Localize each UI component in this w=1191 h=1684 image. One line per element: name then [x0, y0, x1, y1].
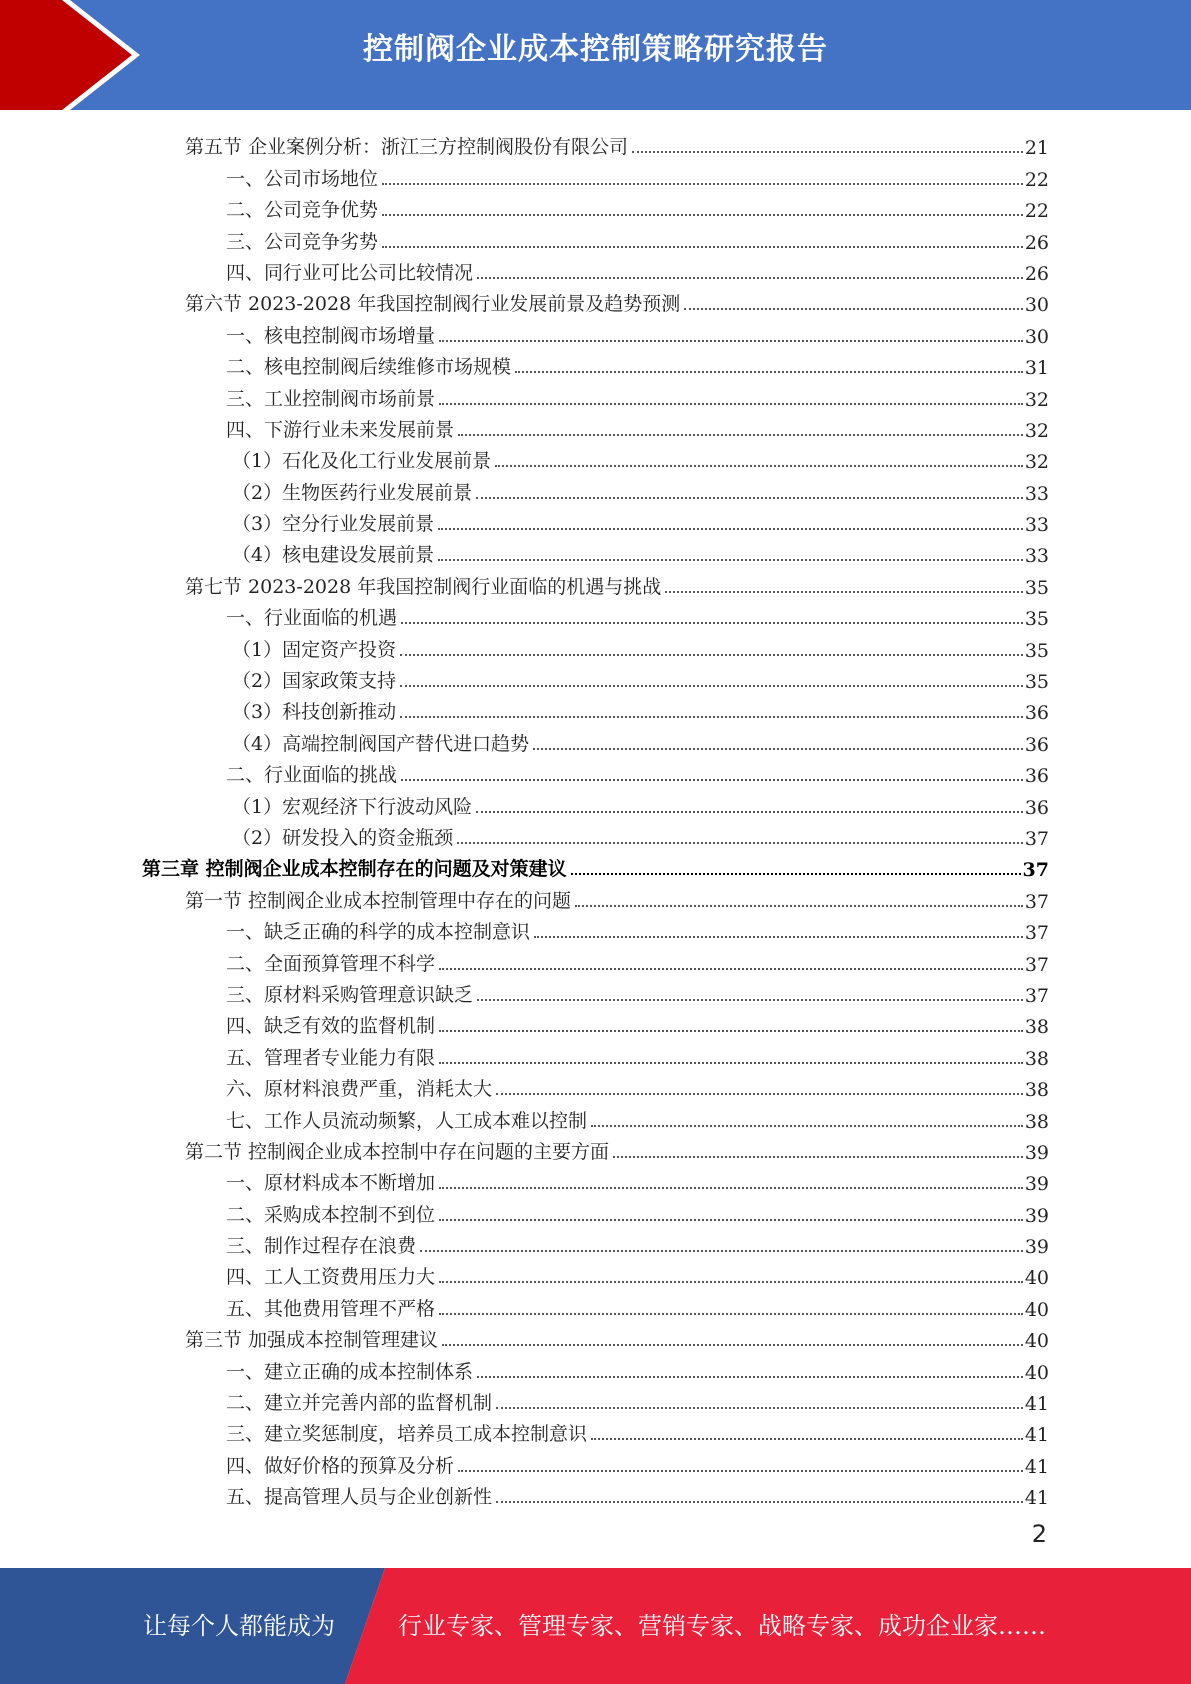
toc-entry-title: 三、公司竞争劣势: [226, 230, 379, 253]
toc-entry[interactable]: [142, 505, 1049, 536]
toc-entry-page: 39: [1024, 1236, 1049, 1259]
toc-dot-leader: [515, 371, 1023, 373]
toc-entry-page: 33: [1024, 545, 1049, 568]
toc-entry-title: 第七节 2023-2028 年我国控制阀行业面临的机遇与挑战: [185, 575, 662, 598]
toc-dot-leader: [571, 873, 1021, 875]
toc-entry-title: 四、同行业可比公司比较情况: [226, 261, 474, 284]
footer-slogan-right: 行业专家、管理专家、营销专家、战略专家、成功企业家……: [398, 1612, 1046, 1640]
toc-dot-leader: [442, 1344, 1023, 1346]
toc-entry[interactable]: [142, 724, 1049, 755]
toc-entry-title: （3）科技创新推动: [232, 701, 397, 724]
toc-entry[interactable]: [142, 1038, 1049, 1069]
toc-entry[interactable]: [142, 819, 1049, 850]
toc-dot-leader: [458, 1470, 1023, 1472]
toc-entry[interactable]: [142, 1321, 1049, 1352]
toc-dot-leader: [439, 1281, 1023, 1283]
toc-entry[interactable]: [142, 1352, 1049, 1383]
toc-entry-title: 一、核电控制阀市场增量: [226, 324, 436, 347]
toc-entry-page: 40: [1024, 1361, 1049, 1384]
toc-entry[interactable]: [142, 348, 1049, 379]
toc-entry-title: 第三章 控制阀企业成本控制存在的问题及对策建议: [142, 858, 567, 881]
toc-entry-page: 35: [1024, 608, 1049, 631]
toc-dot-leader: [591, 1125, 1023, 1127]
toc-entry[interactable]: [142, 316, 1049, 347]
toc-entry-title: 七、工作人员流动频繁，人工成本难以控制: [226, 1109, 588, 1132]
toc-entry[interactable]: [142, 159, 1049, 190]
page-title: 控制阀企业成本控制策略研究报告: [363, 32, 828, 67]
toc-dot-leader: [439, 403, 1023, 405]
toc-entry-title: 第一节 控制阀企业成本控制管理中存在的问题: [185, 889, 572, 912]
toc-entry-title: 五、管理者专业能力有限: [226, 1046, 436, 1069]
toc-entry[interactable]: [142, 1384, 1049, 1415]
footer-slogan-left: 让每个人都能成为: [143, 1612, 335, 1640]
toc-dot-leader: [457, 842, 1023, 844]
toc-entry-title: （1）固定资产投资: [232, 638, 397, 661]
toc-entry[interactable]: [142, 1446, 1049, 1477]
toc-entry-title: 二、建立并完善内部的监督机制: [226, 1392, 493, 1415]
toc-entry[interactable]: [142, 285, 1049, 316]
toc-entry-title: 二、公司竞争优势: [226, 199, 379, 222]
toc-entry-title: 四、工人工资费用压力大: [226, 1266, 436, 1289]
toc-entry-title: 第三节 加强成本控制管理建议: [185, 1329, 439, 1352]
toc-entry-page: 41: [1024, 1393, 1049, 1416]
toc-entry-page: 41: [1024, 1424, 1049, 1447]
toc-dot-leader: [401, 779, 1023, 781]
toc-entry-page: 41: [1024, 1455, 1049, 1478]
toc-entry-title: 五、提高管理人员与企业创新性: [226, 1486, 493, 1509]
toc-entry-title: （1）宏观经济下行波动风险: [232, 795, 473, 818]
toc-dot-leader: [438, 559, 1023, 561]
toc-dot-leader: [613, 1156, 1023, 1158]
toc-entry[interactable]: [142, 567, 1049, 598]
toc-dot-leader: [439, 1313, 1023, 1315]
toc-entry[interactable]: [142, 1258, 1049, 1289]
toc-dot-leader: [400, 685, 1023, 687]
toc-dot-leader: [477, 1376, 1023, 1378]
toc-entry-title: 四、做好价格的预算及分析: [226, 1454, 455, 1477]
toc-entry-page: 35: [1024, 576, 1049, 599]
toc-entry[interactable]: [142, 191, 1049, 222]
toc-entry[interactable]: [142, 473, 1049, 504]
toc-entry-page: 30: [1024, 294, 1049, 317]
toc-entry-page: 33: [1024, 482, 1049, 505]
toc-entry-page: 37: [1022, 859, 1049, 882]
toc-dot-leader: [401, 622, 1023, 624]
toc-entry[interactable]: [142, 913, 1049, 944]
toc-dot-leader: [476, 497, 1023, 499]
toc-dot-leader: [496, 1501, 1023, 1503]
toc-entry-page: 37: [1024, 984, 1049, 1007]
toc-entry-title: 二、采购成本控制不到位: [226, 1203, 436, 1226]
toc-dot-leader: [495, 465, 1023, 467]
toc-entry-page: 31: [1024, 357, 1049, 380]
toc-entry-page: 32: [1024, 419, 1049, 442]
toc-entry-title: 五、其他费用管理不严格: [226, 1297, 436, 1320]
toc-dot-leader: [400, 654, 1023, 656]
toc-entry-page: 22: [1024, 168, 1049, 191]
toc-dot-leader: [439, 968, 1023, 970]
toc-entry-page: 38: [1024, 1110, 1049, 1133]
toc-entry[interactable]: [142, 1101, 1049, 1132]
toc-entry-page: 38: [1024, 1079, 1049, 1102]
toc-dot-leader: [439, 1187, 1023, 1189]
toc-entry-title: 第二节 控制阀企业成本控制中存在问题的主要方面: [185, 1140, 610, 1163]
toc-entry-title: 一、缺乏正确的科学的成本控制意识: [226, 921, 531, 944]
toc-entry[interactable]: [142, 1227, 1049, 1258]
toc-entry-page: 38: [1024, 1016, 1049, 1039]
toc-dot-leader: [684, 308, 1023, 310]
toc-entry-page: 39: [1024, 1173, 1049, 1196]
toc-entry[interactable]: [142, 536, 1049, 567]
header-bar: [0, 0, 1191, 110]
toc-dot-leader: [575, 905, 1023, 907]
toc-entry-page: 21: [1024, 137, 1049, 160]
toc-entry-page: 37: [1024, 922, 1049, 945]
toc-dot-leader: [476, 811, 1023, 813]
toc-entry-title: （2）生物医药行业发展前景: [232, 481, 473, 504]
toc-entry[interactable]: [142, 379, 1049, 410]
toc-entry[interactable]: [142, 1195, 1049, 1226]
toc-entry-title: （3）空分行业发展前景: [232, 513, 435, 536]
toc-entry-title: （4）高端控制阀国产替代进口趋势: [232, 732, 530, 755]
toc-dot-leader: [458, 434, 1023, 436]
toc-dot-leader: [496, 1407, 1023, 1409]
toc-entry[interactable]: [142, 254, 1049, 285]
toc-dot-leader: [533, 748, 1023, 750]
toc-entry-title: 第六节 2023-2028 年我国控制阀行业发展前景及趋势预测: [185, 293, 681, 316]
toc-entry[interactable]: [142, 1007, 1049, 1038]
toc-entry[interactable]: [142, 976, 1049, 1007]
toc-entry-page: 22: [1024, 200, 1049, 223]
toc-entry-title: 三、建立奖惩制度，培养员工成本控制意识: [226, 1423, 588, 1446]
toc-entry[interactable]: [142, 222, 1049, 253]
toc-entry-page: 36: [1024, 765, 1049, 788]
toc-dot-leader: [382, 246, 1023, 248]
toc-entry-title: 一、原材料成本不断增加: [226, 1172, 436, 1195]
toc-entry-title: 四、缺乏有效的监督机制: [226, 1015, 436, 1038]
toc-dot-leader: [420, 1250, 1023, 1252]
toc-entry-title: 一、建立正确的成本控制体系: [226, 1360, 474, 1383]
toc-entry-page: 41: [1024, 1487, 1049, 1510]
page-number: 2: [1031, 1520, 1047, 1548]
toc-entry-title: 四、下游行业未来发展前景: [226, 418, 455, 441]
toc-dot-leader: [496, 1093, 1023, 1095]
toc-entry-page: 26: [1024, 262, 1049, 285]
toc-entry-page: 32: [1024, 388, 1049, 411]
table-of-contents: [142, 128, 1049, 1509]
toc-entry[interactable]: [142, 1289, 1049, 1320]
toc-entry-page: 35: [1024, 671, 1049, 694]
toc-entry[interactable]: [142, 128, 1049, 159]
toc-entry[interactable]: [142, 756, 1049, 787]
toc-entry-page: 30: [1024, 325, 1049, 348]
toc-entry-title: 第五节 企业案例分析：浙江三方控制阀股份有限公司: [185, 136, 629, 159]
toc-entry-title: （2）国家政策支持: [232, 670, 397, 693]
toc-entry-page: 40: [1024, 1298, 1049, 1321]
toc-entry-page: 40: [1024, 1267, 1049, 1290]
toc-entry[interactable]: [142, 1070, 1049, 1101]
toc-entry-title: 二、行业面临的挑战: [226, 764, 398, 787]
toc-dot-leader: [400, 716, 1023, 718]
toc-dot-leader: [477, 277, 1023, 279]
toc-entry-page: 26: [1024, 231, 1049, 254]
toc-entry[interactable]: [142, 693, 1049, 724]
toc-entry-page: 36: [1024, 733, 1049, 756]
toc-entry-title: （1）石化及化工行业发展前景: [232, 450, 492, 473]
toc-entry-page: 36: [1024, 796, 1049, 819]
toc-entry[interactable]: [142, 630, 1049, 661]
toc-dot-leader: [534, 936, 1023, 938]
toc-entry[interactable]: [142, 850, 1049, 881]
toc-entry-page: 32: [1024, 451, 1049, 474]
toc-entry-page: 39: [1024, 1204, 1049, 1227]
toc-entry-page: 37: [1024, 827, 1049, 850]
toc-entry-title: 三、原材料采购管理意识缺乏: [226, 983, 474, 1006]
toc-dot-leader: [439, 1062, 1023, 1064]
toc-dot-leader: [477, 999, 1023, 1001]
toc-entry[interactable]: [142, 1478, 1049, 1509]
toc-entry-page: 38: [1024, 1047, 1049, 1070]
toc-entry-page: 37: [1024, 953, 1049, 976]
toc-dot-leader: [591, 1438, 1023, 1440]
toc-entry-page: 36: [1024, 702, 1049, 725]
toc-dot-leader: [382, 214, 1023, 216]
toc-dot-leader: [665, 591, 1023, 593]
toc-dot-leader: [382, 183, 1023, 185]
toc-entry-title: （2）研发投入的资金瓶颈: [232, 826, 454, 849]
toc-entry[interactable]: [142, 442, 1049, 473]
toc-entry[interactable]: [142, 787, 1049, 818]
toc-entry-page: 33: [1024, 514, 1049, 537]
toc-dot-leader: [438, 528, 1023, 530]
toc-entry[interactable]: [142, 1415, 1049, 1446]
toc-entry-page: 40: [1024, 1330, 1049, 1353]
toc-entry-title: 一、公司市场地位: [226, 167, 379, 190]
toc-entry-title: 一、行业面临的机遇: [226, 607, 398, 630]
toc-dot-leader: [439, 1030, 1023, 1032]
toc-entry-title: 二、核电控制阀后续维修市场规模: [226, 356, 512, 379]
toc-entry-title: 三、工业控制阀市场前景: [226, 387, 436, 410]
toc-entry[interactable]: [142, 881, 1049, 912]
toc-dot-leader: [632, 151, 1023, 153]
toc-entry[interactable]: [142, 1164, 1049, 1195]
toc-entry[interactable]: [142, 599, 1049, 630]
toc-entry-title: 三、制作过程存在浪费: [226, 1235, 417, 1258]
toc-entry-page: 35: [1024, 639, 1049, 662]
toc-dot-leader: [439, 340, 1023, 342]
toc-entry-page: 37: [1024, 890, 1049, 913]
toc-entry-title: （4）核电建设发展前景: [232, 544, 435, 567]
toc-dot-leader: [439, 1219, 1023, 1221]
toc-entry-title: 六、原材料浪费严重，消耗太大: [226, 1078, 493, 1101]
toc-entry[interactable]: [142, 1133, 1049, 1164]
toc-entry[interactable]: [142, 662, 1049, 693]
toc-entry-page: 39: [1024, 1141, 1049, 1164]
toc-entry[interactable]: [142, 944, 1049, 975]
toc-entry[interactable]: [142, 411, 1049, 442]
toc-entry-title: 二、全面预算管理不科学: [226, 952, 436, 975]
